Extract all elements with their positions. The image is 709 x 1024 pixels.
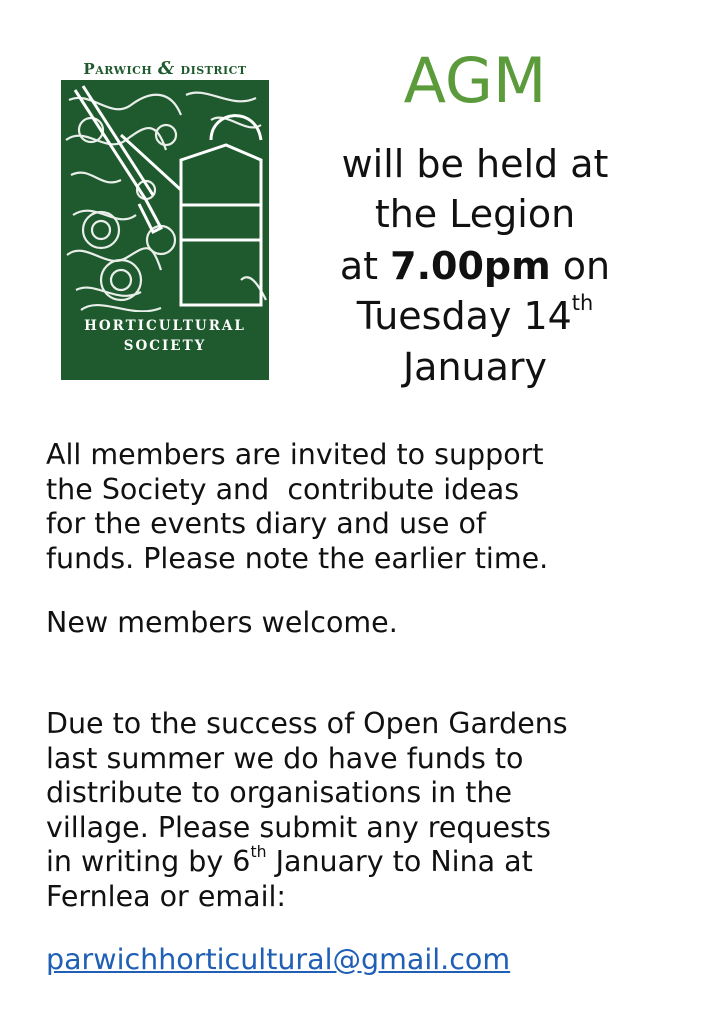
deadline-suffix: January to Nina at bbox=[266, 845, 533, 879]
announcement-line-5: January bbox=[402, 345, 548, 389]
agm-heading: AGM bbox=[403, 44, 547, 117]
funds-line: Due to the success of Open Gardens bbox=[46, 707, 568, 740]
funds-line: distribute to organisations in the bbox=[46, 776, 513, 810]
logo-label-line2: SOCIETY bbox=[123, 338, 207, 354]
invite-line: the Society and contribute ideas bbox=[46, 472, 520, 506]
line3-prefix: at bbox=[339, 244, 391, 288]
funds-line: last summer we do have funds to bbox=[46, 741, 524, 775]
announcement-line-3 bbox=[290, 244, 660, 288]
invite-line: for the events diary and use of bbox=[46, 507, 486, 541]
deadline-prefix: in writing by 6 bbox=[46, 845, 251, 879]
logo-ampersand: & bbox=[158, 58, 175, 79]
invite-line: All members are invited to support bbox=[46, 438, 544, 471]
logo-title-prefix: Parwich bbox=[83, 60, 153, 78]
new-members-welcome: New members welcome. bbox=[46, 606, 398, 639]
invite-paragraph bbox=[46, 438, 686, 576]
invite-line: funds. Please note the earlier time. bbox=[46, 541, 549, 575]
funds-line: Fernlea or email: bbox=[46, 879, 287, 913]
announcement-line-1: will be held at bbox=[341, 142, 609, 186]
logo-title-suffix: district bbox=[180, 60, 247, 78]
logo-label-line1: HORTICULTURAL bbox=[84, 318, 246, 334]
logo-title bbox=[57, 58, 273, 79]
announcement-line-2: the Legion bbox=[374, 192, 576, 236]
funds-line: village. Please submit any requests bbox=[46, 810, 551, 844]
society-logo bbox=[57, 58, 273, 380]
watering-can-illustration bbox=[61, 80, 269, 380]
deadline-ordinal: th bbox=[250, 842, 267, 862]
meeting-date: Tuesday 14 bbox=[356, 294, 572, 338]
email-link[interactable]: parwichhorticultural@gmail.com bbox=[46, 943, 511, 976]
meeting-time: 7.00pm bbox=[390, 244, 551, 288]
date-ordinal: th bbox=[571, 291, 594, 316]
funds-line-deadline bbox=[46, 842, 686, 880]
funds-paragraph bbox=[46, 707, 686, 915]
announcement-line-4 bbox=[290, 291, 660, 338]
line3-suffix: on bbox=[550, 244, 611, 288]
